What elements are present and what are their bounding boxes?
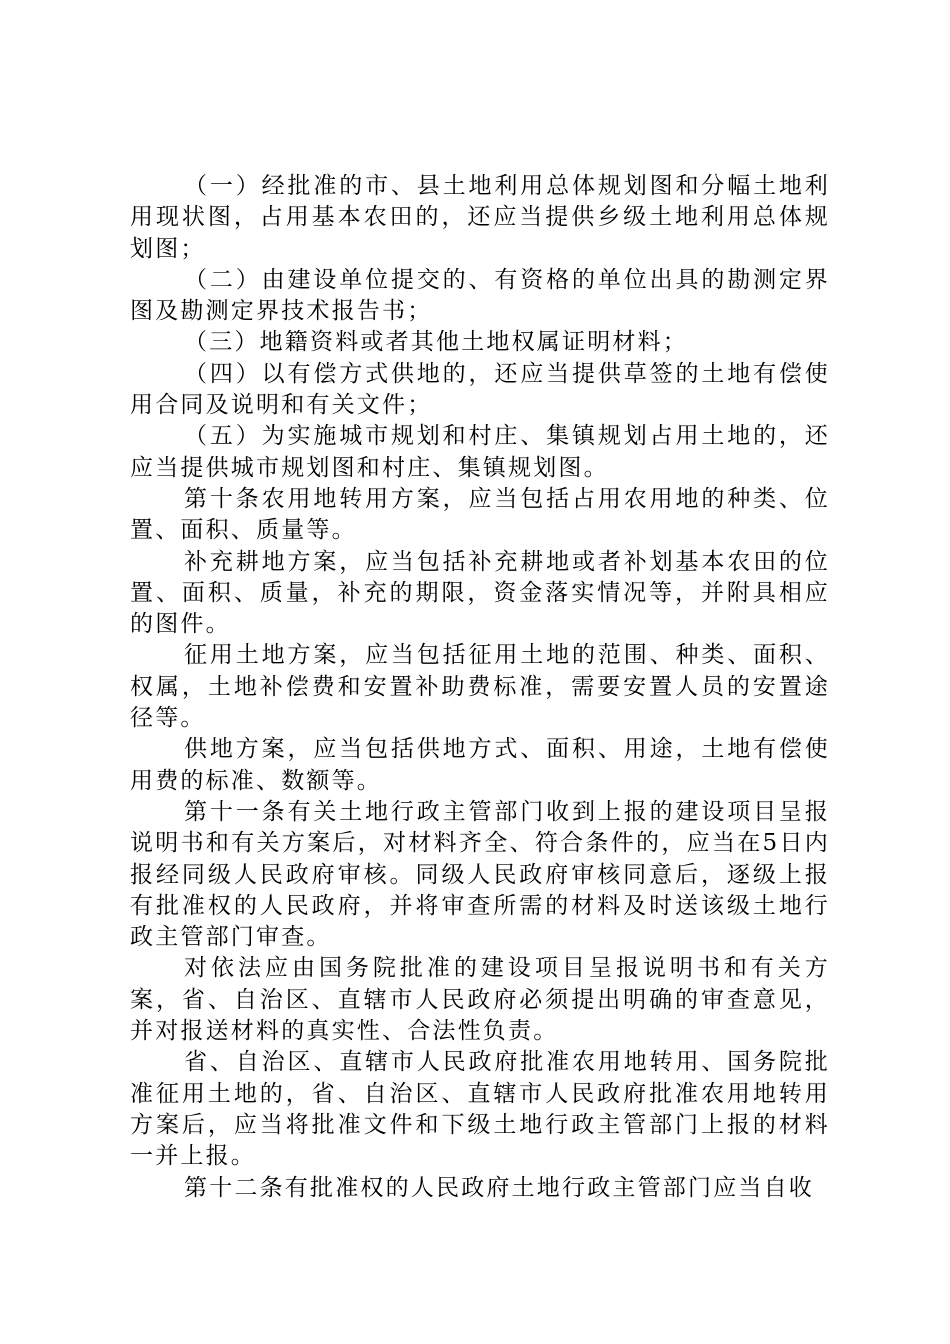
document-body	[130, 171, 830, 1204]
land-acquisition-paragraph: 征用土地方案，应当包括征用土地的范围、种类、面积、权属，土地补偿费和安置补助费标准，需要安置人员的安置途径等。	[130, 642, 830, 732]
article-11-paragraph: 第十一条有关土地行政主管部门收到上报的建设项目呈报说明书和有关方案后，对材料齐全、符合条件的，应当在5日内报经同级人民政府审核。同级人民政府审核同意后，逐级上报有批准权的人民政府，并将审查所需的材料及时送该级土地行政主管部门审查。	[130, 798, 830, 951]
paragraph-item-1: （一）经批准的市、县土地利用总体规划图和分幅土地利用现状图，占用基本农田的，还应当提供乡级土地利用总体规划图；	[130, 173, 830, 262]
state-council-review-paragraph: 对依法应由国务院批准的建设项目呈报说明书和有关方案，省、自治区、直辖市人民政府必须提出明确的审查意见，并对报送材料的真实性、合法性负责。	[130, 955, 830, 1045]
article-10-paragraph: 第十条农用地转用方案，应当包括占用农用地的种类、位置、面积、质量等。	[130, 485, 830, 544]
land-supply-paragraph: 供地方案，应当包括供地方式、面积、用途，土地有偿使用费的标准、数额等。	[130, 736, 830, 794]
paragraph-item-4: （四）以有偿方式供地的，还应当提供草签的土地有偿使用合同及说明和有关文件；	[130, 360, 830, 419]
article-12-paragraph: 第十二条有批准权的人民政府土地行政主管部门应当自收	[184, 1174, 814, 1201]
paragraph-item-5: （五）为实施城市规划和村庄、集镇规划占用土地的，还应当提供城市规划图和村庄、集镇规划图。	[130, 423, 830, 481]
farmland-supplement-paragraph: 补充耕地方案，应当包括补充耕地或者补划基本农田的位置、面积、质量，补充的期限，资金落实情况等，并附具相应的图件。	[130, 548, 830, 638]
paragraph-item-2: （二）由建设单位提交的、有资格的单位出具的勘测定界图及勘测定界技术报告书；	[130, 266, 830, 325]
provincial-approval-paragraph: 省、自治区、直辖市人民政府批准农用地转用、国务院批准征用土地的，省、自治区、直辖市人民政府批准农用地转用方案后，应当将批准文件和下级土地行政主管部门上报的材料一并上报。	[130, 1049, 830, 1170]
paragraph-item-3: （三）地籍资料或者其他土地权属证明材料；	[184, 329, 688, 356]
